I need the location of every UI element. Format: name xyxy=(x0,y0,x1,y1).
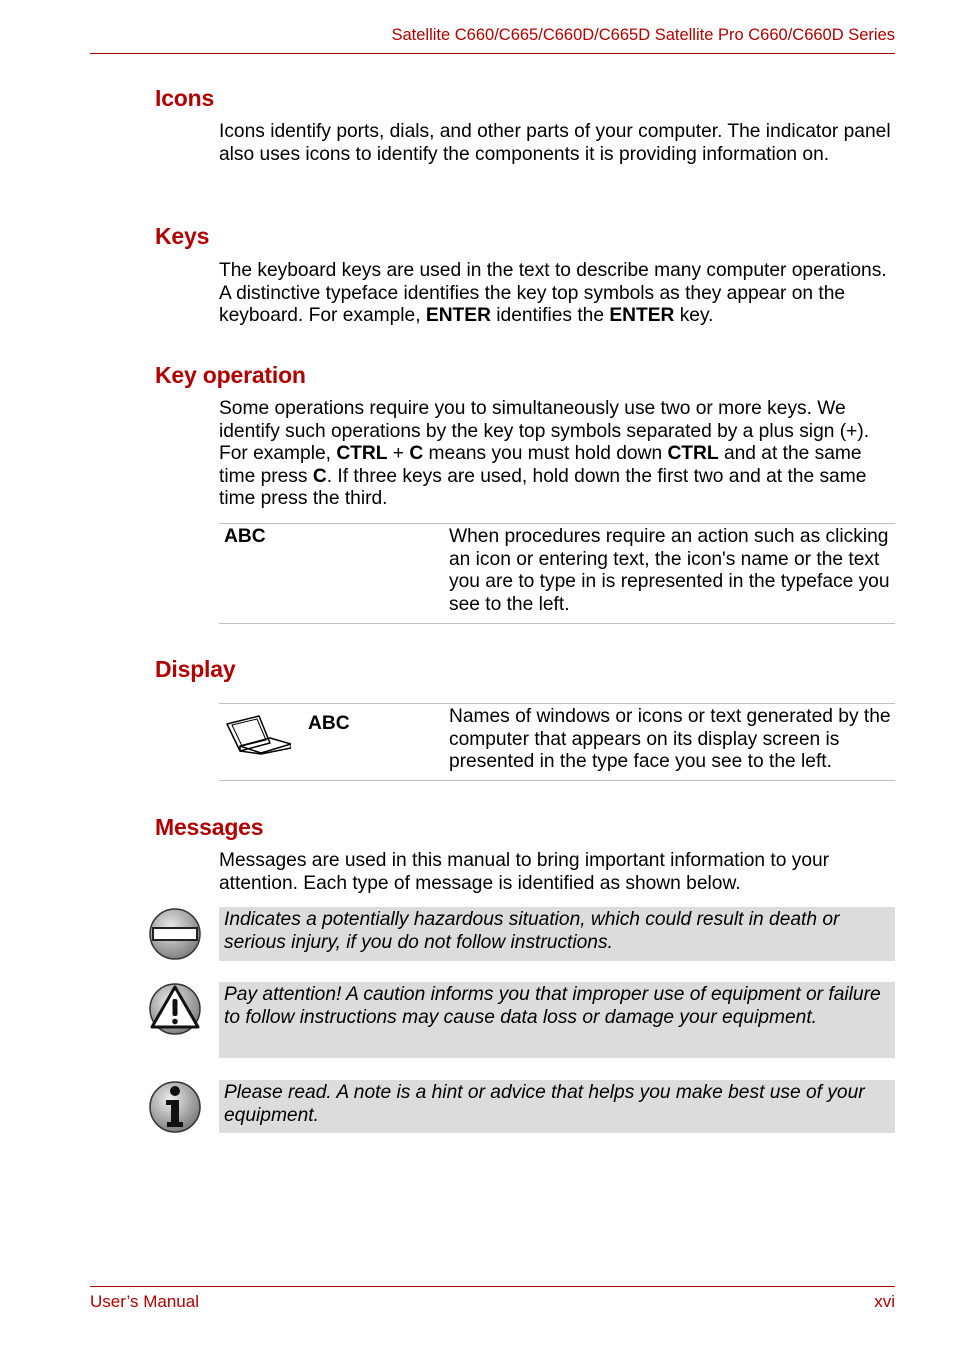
messages-paragraph: Messages are used in this manual to bring important information to your attention. Each type of message is identified as shown below. xyxy=(219,850,830,894)
display-table xyxy=(219,703,895,781)
key-ctrl: CTRL xyxy=(667,443,719,465)
message-box-danger xyxy=(219,907,895,961)
key-operation-table xyxy=(219,523,895,624)
key-enter: ENTER xyxy=(425,305,491,327)
icons-paragraph: Icons identify ports, dials, and other parts of your computer. The indicator panel also uses icons to identify the components it is providing information on. xyxy=(219,121,891,165)
page-number: xvi xyxy=(874,1292,895,1311)
key-c: C xyxy=(409,443,424,465)
message-text: Indicates a potentially hazardous situation, which could result in death or serious injury, if you do not follow instructions. xyxy=(224,909,840,953)
danger-icon xyxy=(148,907,202,961)
message-text: Pay attention! A caution informs you that improper use of equipment or failure to follow instructions may cause data loss or damage your equipment. xyxy=(224,984,881,1028)
message-box-caution xyxy=(219,982,895,1058)
footer-title: User’s Manual xyxy=(90,1292,199,1311)
table-term: ABC xyxy=(308,713,350,734)
info-icon xyxy=(148,1080,202,1134)
heading-key-operation: Key operation xyxy=(155,362,306,388)
heading-icons: Icons xyxy=(155,85,215,111)
key-operation-paragraph: Some operations require you to simultaneously use two or more keys. We identify such operations by the key top symbols separated by a plus sign (+). For example, CTRL + C means you must hold down CTRL and at the same time press C. If three keys are used, hold down the first two and at the same time press the third. xyxy=(219,398,870,510)
key-enter: ENTER xyxy=(609,305,675,327)
key-c: C xyxy=(312,465,327,487)
heading-messages: Messages xyxy=(155,814,264,840)
table-term: ABC xyxy=(224,526,266,547)
heading-display: Display xyxy=(155,656,236,682)
heading-keys: Keys xyxy=(155,223,210,249)
message-box-info xyxy=(219,1080,895,1133)
message-text: Please read. A note is a hint or advice that helps you make best use of your equipment. xyxy=(224,1082,865,1126)
table-description: Names of windows or icons or text generated by the computer that appears on its display screen is presented in the type face you see to the left. xyxy=(449,706,891,773)
laptop-icon xyxy=(225,713,291,755)
keys-paragraph: The keyboard keys are used in the text to describe many computer operations. A distinctive typeface identifies the key top symbols as they appear on the keyboard. For example, ENTER identifies the ENTER key. xyxy=(219,260,887,327)
footer-rule xyxy=(90,1286,895,1287)
header-rule xyxy=(90,53,895,54)
table-description: When procedures require an action such as clicking an icon or entering text, the icon's name or the text you are to type in is represented in the typeface you see to the left. xyxy=(449,526,890,615)
key-ctrl: CTRL xyxy=(336,443,388,465)
running-header: Satellite C660/C665/C660D/C665D Satellite Pro C660/C660D Series xyxy=(391,26,895,44)
caution-icon xyxy=(148,982,202,1036)
